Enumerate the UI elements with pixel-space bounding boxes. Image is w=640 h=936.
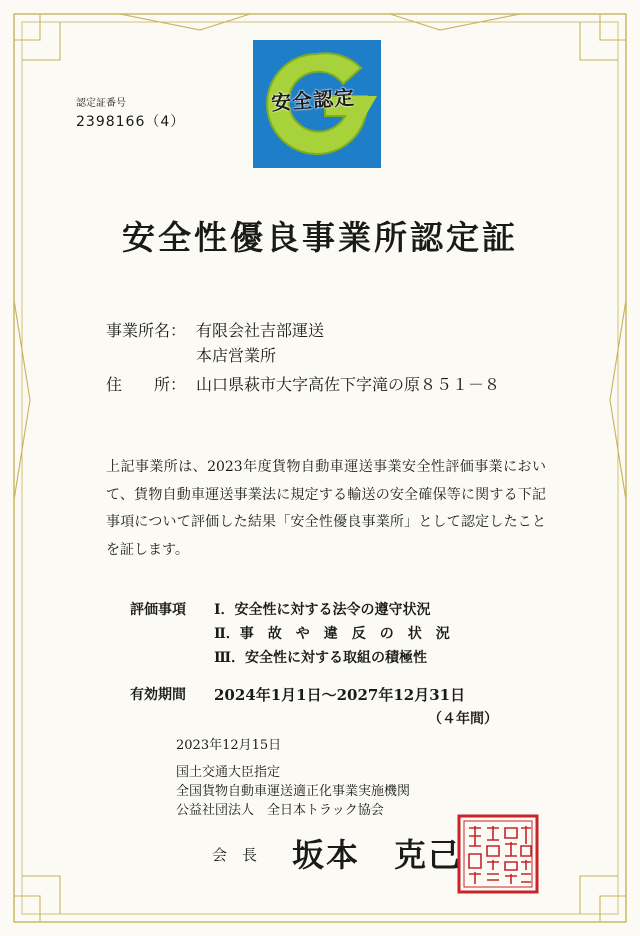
issuer-line-2: 全国貨物自動車運送適正化事業実施機関 — [176, 784, 411, 799]
chairman-name: 坂本 克己 — [292, 836, 463, 874]
issuer-line-3: 公益社団法人 全日本トラック協会 — [176, 803, 384, 818]
office-branch: 本店営業所 — [196, 346, 277, 365]
validity-label: 有効期間 — [130, 687, 186, 703]
validity-duration: （４年間） — [428, 711, 498, 727]
issuer-line-1: 国土交通大臣指定 — [176, 765, 281, 780]
issue-date: 2023年12月15日 — [176, 738, 282, 753]
safety-certification-logo — [253, 40, 381, 168]
official-seal — [457, 814, 539, 894]
certificate-number: 2398166（4） — [76, 114, 186, 130]
certification-text: 上記事業所は、2023年度貨物自動車運送事業安全性評価事業において、貨物自動車運送事業法に規定する輸送の安全確保等に関する下記事項について評価した結果「安全性優良事業所」として認定したことを証します。 — [106, 459, 546, 559]
page-title: 安全性優良事業所認定証 — [122, 218, 518, 257]
logo-text: 安全認定 — [270, 85, 356, 115]
evaluation-label: 評価事項 — [130, 602, 186, 618]
office-name: 有限会社吉部運送 — [196, 321, 325, 340]
evaluation-item-2: Ⅱ．事 故 や 違 反 の 状 況 — [214, 626, 450, 642]
evaluation-item-1: Ⅰ．安全性に対する法令の遵守状況 — [214, 602, 431, 618]
certificate-number-label: 認定証番号 — [76, 98, 126, 109]
validity-range: 2024年1月1日～2027年12月31日 — [214, 686, 466, 704]
evaluation-item-3: Ⅲ．安全性に対する取組の積極性 — [214, 650, 428, 666]
address: 山口県萩市大字高佐下字滝の原８５１－８ — [196, 375, 501, 394]
chairman-title: 会 長 — [212, 846, 258, 864]
office-name-label: 事業所名： — [106, 321, 187, 340]
address-label: 住 所： — [106, 375, 187, 394]
